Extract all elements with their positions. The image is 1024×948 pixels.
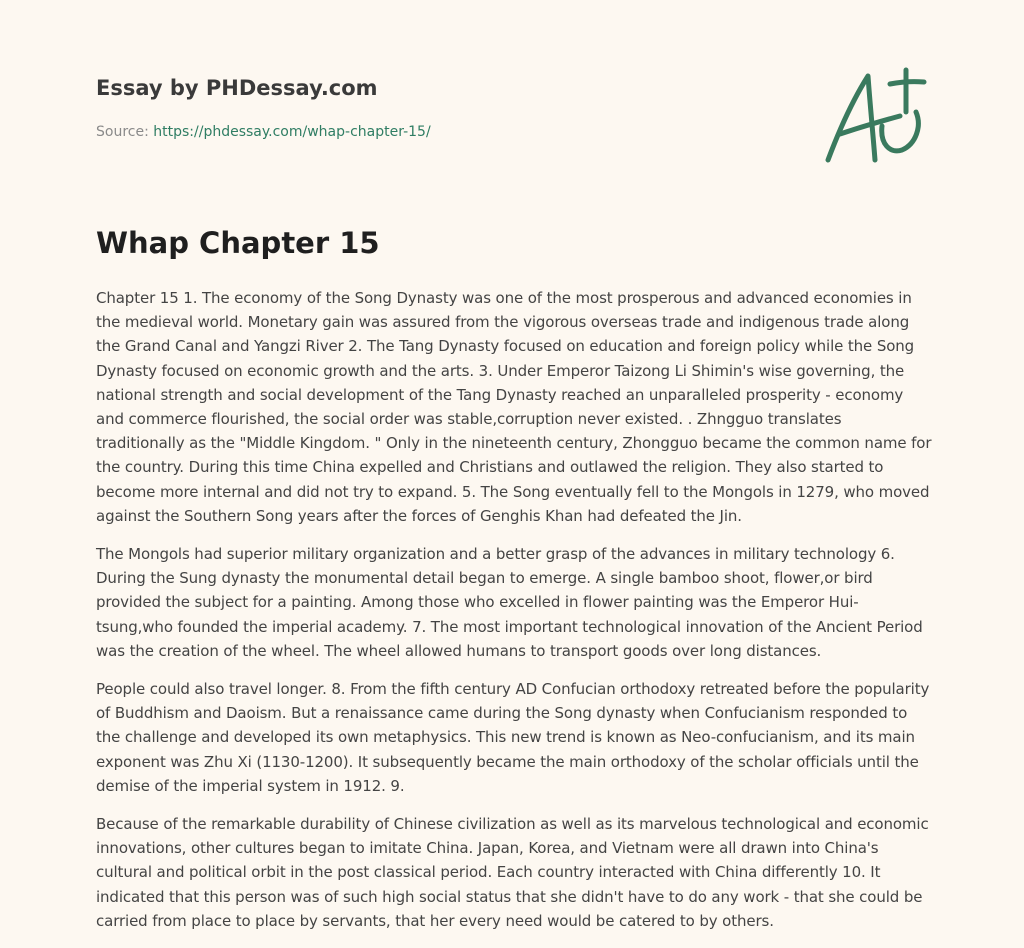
essay-paragraph: Because of the remarkable durability of Chinese civilization as well as its marvelous technological and economic innovations, other cultures began to imitate China. Japan, Korea, and Vietnam were all drawn into China's cultural and political orbit in the post classical period. Each country interacted with China differently 10. It indicated that this person was of such high social status that she didn't have to do any work - that she could be carried from place to place by servants, that her every need would be catered to by others. [96,815,929,930]
essay-body [96,286,932,947]
essay-paragraph: People could also travel longer. 8. From the fifth century AD Confucian orthodoxy retreated before the popularity of Buddhism and Daoism. But a renaissance came during the Song dynasty when Confucianism responded to the challenge and developed its own metaphysics. This new trend is known as Neo-confucianism, and its main exponent was Zhu Xi (1130-1200). It subsequently became the main orthodoxy of the scholar officials until the demise of the imperial system in 1912. 9. [96,680,930,795]
site-brand: Essay by PHDessay.com [96,76,378,100]
source-label: Source: [96,124,154,140]
essay-paragraph: The Mongols had superior military organization and a better grasp of the advances in military technology 6. During the Sung dynasty the monumental detail began to emerge. A single bamboo shoot, flower,or bird provided the subject for a painting. Among those who excelled in flower painting was the Emperor Hui-tsung,who founded the imperial academy. 7. The most important technological innovation of the Ancient Period was the creation of the wheel. The wheel allowed humans to transport goods over long distances. [96,545,923,660]
source-link[interactable]: https://phdessay.com/whap-chapter-15/ [153,124,431,140]
essay-title: Whap Chapter 15 [96,226,380,260]
a-plus-logo-icon [818,64,930,168]
source-line [96,124,431,140]
essay-paragraph: Chapter 15 1. The economy of the Song Dynasty was one of the most prosperous and advanced economies in the medieval world. Monetary gain was assured from the vigorous overseas trade and indigenous trade along the Grand Canal and Yangzi River 2. The Tang Dynasty focused on education and foreign policy while the Song Dynasty focused on economic growth and the arts. 3. Under Emperor Taizong Li Shimin's wise governing, the national strength and social development of the Tang Dynasty reached an unparalleled prosperity - economy and commerce flourished, the social order was stable,corruption never existed. . Zhngguo translates traditionally as the "Middle Kingdom. " Only in the nineteenth century, Zhongguo became the common name for the country. During this time China expelled and Christians and outlawed the religion. They also started to become more internal and did not try to expand. 5. The Song eventually fell to the Mongols in 1279, who moved against the Southern Song years after the forces of Genghis Khan had defeated the Jin. [96,289,932,525]
